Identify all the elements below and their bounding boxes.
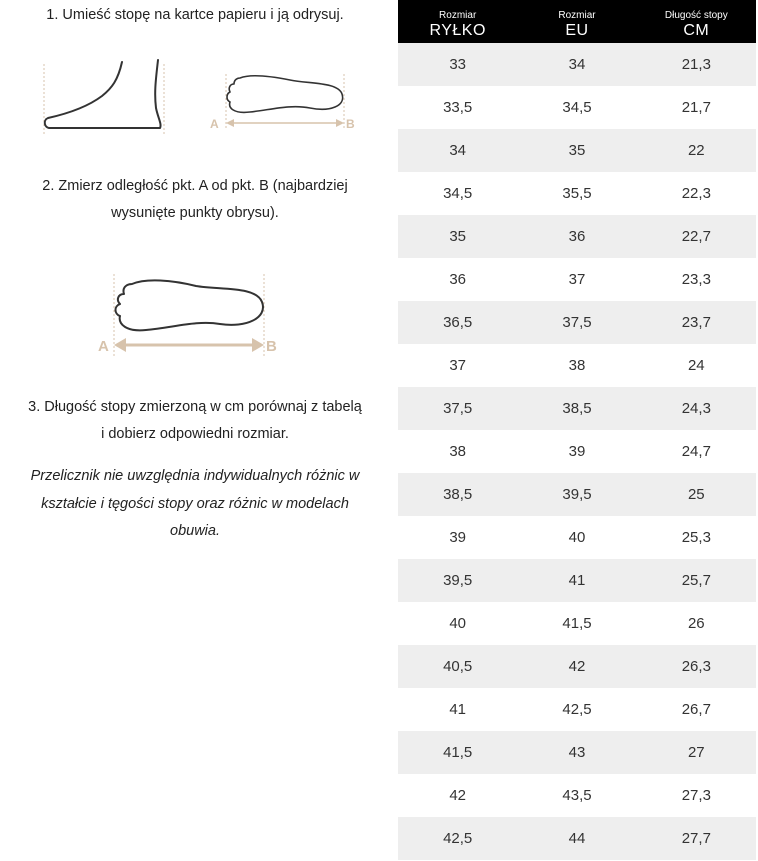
rylko-size-cell: 34,5	[443, 185, 473, 202]
eu-size-cell: 37,5	[562, 314, 592, 331]
table-row	[398, 559, 756, 602]
header-eu-size: Rozmiar EU	[558, 10, 596, 39]
step-2-text	[0, 173, 390, 227]
table-row	[398, 43, 756, 86]
eu-size-cell: 41	[568, 572, 586, 589]
eu-size-cell: 41,5	[562, 615, 592, 632]
rylko-size-cell: 37	[449, 357, 466, 374]
foot-length-cell: 27,7	[681, 830, 711, 847]
table-row	[398, 172, 756, 215]
foot-length-cell: 22,7	[681, 228, 711, 245]
foot-length-cell: 22,3	[681, 185, 711, 202]
foot-length-cell: 25,7	[681, 572, 711, 589]
foot-side-view-icon	[40, 58, 170, 138]
table-row	[398, 430, 756, 473]
table-row	[398, 258, 756, 301]
foot-length-cell: 21,7	[681, 99, 711, 116]
table-row	[398, 215, 756, 258]
rylko-size-cell: 39,5	[443, 572, 473, 589]
step-2-line-1: 2. Zmierz odległość pkt. A od pkt. B (najbardziej	[42, 178, 348, 194]
rylko-size-cell: 37,5	[443, 400, 473, 417]
rylko-size-cell: 33	[449, 56, 466, 73]
eu-size-cell: 42,5	[562, 701, 592, 718]
eu-size-cell: 37	[568, 271, 586, 288]
rylko-size-cell: 36	[449, 271, 466, 288]
header-foot-length: Długość stopy CM	[664, 10, 728, 39]
foot-length-cell: 24	[687, 357, 705, 374]
eu-size-cell: 39	[568, 443, 586, 460]
foot-length-cell: 23,3	[681, 271, 711, 288]
eu-size-cell: 36	[568, 228, 586, 245]
table-row	[398, 86, 756, 129]
rylko-size-cell: 42,5	[443, 830, 473, 847]
eu-size-cell: 34,5	[562, 99, 592, 116]
foot-length-cell: 24,7	[681, 443, 711, 460]
eu-size-cell: 43,5	[562, 787, 592, 804]
foot-outline-small-icon	[210, 72, 360, 134]
rylko-size-cell: 36,5	[443, 314, 473, 331]
rylko-size-cell: 42	[449, 787, 466, 804]
foot-length-cell: 25,3	[681, 529, 711, 546]
step-1-text: 1. Umieść stopę na kartce papieru i ją odrysuj.	[46, 7, 344, 23]
eu-size-cell: 35	[568, 142, 586, 159]
table-row	[398, 344, 756, 387]
table-row	[398, 774, 756, 817]
rylko-size-cell: 40	[449, 615, 466, 632]
note-line-1: Przelicznik nie uwzględnia indywidualnych różnic w	[30, 468, 360, 484]
foot-length-cell: 27,3	[681, 787, 711, 804]
table-row	[398, 645, 756, 688]
size-table	[398, 0, 756, 860]
table-row	[398, 129, 756, 172]
foot-outline-large-icon	[96, 272, 286, 362]
eu-size-cell: 42	[568, 658, 586, 675]
foot-length-cell: 26	[687, 615, 705, 632]
rylko-size-cell: 41	[449, 701, 466, 718]
point-a-label-large: A	[98, 338, 109, 355]
foot-length-cell: 23,7	[681, 314, 711, 331]
eu-size-cell: 44	[568, 830, 586, 847]
header-rylko-size: Rozmiar RYŁKO	[429, 10, 486, 39]
step-2-line-2: wysunięte punkty obrysu).	[111, 205, 279, 221]
table-row	[398, 602, 756, 645]
eu-size-cell: 35,5	[562, 185, 592, 202]
point-b-label-large: B	[266, 338, 277, 355]
eu-size-cell: 38,5	[562, 400, 592, 417]
rylko-size-cell: 38	[449, 443, 466, 460]
foot-length-cell: 26,3	[681, 658, 711, 675]
step-3-line-2: i dobierz odpowiedni rozmiar.	[101, 426, 289, 442]
table-row	[398, 731, 756, 774]
foot-length-cell: 26,7	[681, 701, 711, 718]
table-row	[398, 688, 756, 731]
disclaimer-note	[0, 463, 390, 546]
table-header	[398, 0, 756, 43]
eu-size-cell: 40	[568, 529, 586, 546]
rylko-size-cell: 40,5	[443, 658, 473, 675]
eu-size-cell: 43	[568, 744, 586, 761]
point-a-label: A	[210, 117, 219, 131]
rylko-size-cell: 33,5	[443, 99, 473, 116]
eu-size-cell: 39,5	[562, 486, 592, 503]
table-row	[398, 516, 756, 559]
note-line-2: kształcie i tęgości stopy oraz różnic w modelach	[41, 495, 349, 512]
note-line-3: obuwia.	[170, 523, 220, 539]
rylko-size-cell: 41,5	[443, 744, 473, 761]
rylko-size-cell: 38,5	[443, 486, 473, 503]
rylko-size-cell: 39	[449, 529, 466, 546]
step-3-text	[0, 394, 390, 448]
foot-length-cell: 25	[687, 486, 705, 503]
table-row	[398, 817, 756, 860]
step-3-line-1: 3. Długość stopy zmierzoną w cm porównaj z tabelą	[28, 399, 362, 415]
point-b-label: B	[346, 117, 355, 131]
foot-length-cell: 27	[687, 744, 705, 761]
table-body	[398, 43, 756, 860]
eu-size-cell: 38	[568, 357, 586, 374]
rylko-size-cell: 34	[449, 142, 466, 159]
rylko-size-cell: 35	[449, 228, 466, 245]
table-row	[398, 387, 756, 430]
table-row	[398, 473, 756, 516]
foot-length-cell: 24,3	[681, 400, 711, 417]
eu-size-cell: 34	[568, 56, 586, 73]
foot-length-cell: 22	[687, 142, 705, 159]
foot-length-cell: 21,3	[681, 56, 711, 73]
table-row	[398, 301, 756, 344]
